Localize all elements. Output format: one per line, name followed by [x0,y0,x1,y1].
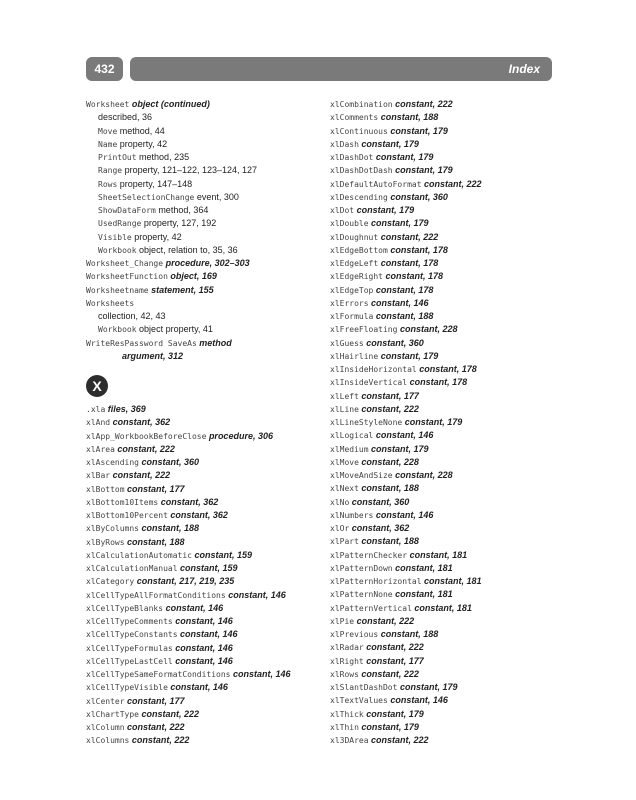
entry-reference: constant, 222 [356,615,415,626]
entry-reference: property, 121–122, 123–124, 127 [124,165,258,176]
entry-reference: constant, 178 [375,284,434,295]
entry-term: xlEdgeLeft [330,259,379,268]
index-entry [330,416,550,429]
entry-term: xlColumn [86,723,125,732]
index-entry [330,443,550,456]
entry-term: ShowDataForm [98,206,156,215]
entry-reference: constant, 222 [361,668,419,679]
index-entry [330,111,550,124]
index-entry [86,469,322,482]
entry-reference: constant, 146 [165,602,224,613]
entry-term: xlCellTypeFormulas [86,643,173,653]
entry-reference: constant, 159 [194,549,253,560]
entry-term: xlOr [330,524,350,533]
index-entry [330,363,550,376]
entry-term: Workbook [98,245,137,255]
index-entry [330,628,550,641]
entry-reference: constant, 362 [112,417,171,428]
entry-term: xlCombination [330,100,393,109]
index-entry [330,681,550,694]
entry-term: xlDashDotDash [330,166,393,176]
entry-term: Name [98,139,118,149]
entry-reference: constant, 146 [175,616,233,626]
entry-term: xlInsideHorizontal [330,365,417,374]
entry-term: xlCellTypeBlanks [86,603,164,613]
entry-reference: constant, 146 [375,430,434,441]
entry-term: xlAnd [86,418,111,428]
index-entry [330,151,550,164]
entry-term: xlLineStyleNone [330,418,403,427]
entry-term: xlEdgeBottom [330,245,388,255]
entry-term: xlArea [86,444,115,454]
entry-reference: constant, 222 [366,642,424,653]
entry-reference: constant, 179 [390,125,448,136]
index-entry [86,98,322,111]
entry-term: xlMoveAndSize [330,471,393,480]
entry-reference: statement, 155 [151,284,214,295]
entry-reference: method, 44 [119,125,165,136]
entry-term: xlGuess [330,338,364,348]
entry-term: xlDoughnut [330,232,379,242]
entry-reference: constant, 360 [366,337,424,348]
entry-reference: constant, 179 [395,165,453,176]
entry-term: xlDefaultAutoFormat [330,179,422,189]
entry-reference: constant, 188 [380,629,439,639]
entry-term: xlCalculationManual [86,564,178,573]
entry-term: xlBar [86,471,111,481]
entry-reference: constant, 362 [170,510,228,520]
entry-reference: constant, 181 [409,549,468,560]
entry-reference: constant, 222 [141,708,200,719]
entry-reference: constant, 179 [371,218,429,229]
entry-reference: object, relation to, 35, 36 [139,244,238,255]
entry-reference: object property, 41 [139,324,213,335]
index-entry [86,204,322,217]
entry-reference: argument, 312 [122,350,184,361]
entry-term: xlPatternChecker [330,550,408,560]
index-entry [86,125,322,138]
entry-reference: constant, 181 [395,562,453,573]
entry-term: xlTextValues [330,696,388,706]
index-entry [86,151,322,164]
index-entry [330,588,550,601]
entry-reference: constant, 222 [361,403,419,414]
entry-reference: constant, 179 [361,138,419,149]
entry-reference: method [199,337,232,348]
entry-reference: constant, 222 [131,735,190,746]
entry-reference: constant, 222 [117,443,175,454]
entry-term: xlMedium [330,444,369,454]
entry-reference: constant, 181 [395,589,453,600]
entry-term: xlRadar [330,643,364,653]
index-entry [86,642,322,655]
entry-term: xlThick [330,709,364,719]
index-entry [86,734,322,747]
entry-reference: constant, 146 [180,629,238,640]
page-number: 432 [86,57,123,81]
index-entry [86,270,322,283]
entry-reference: event, 300 [196,191,239,202]
entry-term: xlComments [330,113,379,123]
entry-reference: described, 36 [98,112,153,123]
entry-reference: constant, 179 [380,350,439,361]
entry-reference: constant, 222 [371,735,429,745]
entry-reference: procedure, 306 [208,430,273,441]
entry-reference: constant, 146 [170,682,228,693]
index-entry [330,204,550,217]
entry-term: xlDouble [330,219,369,229]
index-entry [86,191,322,204]
index-entry [86,562,322,575]
index-entry [330,562,550,575]
index-entry [330,98,550,111]
index-entry [86,589,322,602]
entry-reference: constant, 362 [160,496,219,507]
entry-reference: constant, 188 [127,536,185,547]
index-entry [86,443,322,456]
entry-reference: constant, 222 [380,231,439,242]
index-list-x [86,403,322,748]
entry-term: xlInsideVertical [330,378,408,388]
index-entry [330,337,550,350]
entry-reference: object (continued) [131,99,210,109]
entry-term: xlEdgeRight [330,272,383,282]
entry-term: Rows [98,179,118,189]
index-entry [86,681,322,694]
entry-term: xlColumns [86,736,130,746]
entry-term: WorksheetFunction [86,272,168,282]
index-entry [330,482,550,495]
index-entry [330,231,550,244]
entry-term: xlSlantDashDot [330,683,398,692]
index-list-x-continued [330,98,550,747]
entry-term: Workbook [98,325,137,335]
entry-term: xlBottom10Percent [86,511,168,520]
entry-reference: constant, 178 [409,377,468,388]
index-entry [330,509,550,522]
index-entry [86,721,322,734]
entry-reference: constant, 360 [390,191,448,202]
index-entry [86,615,322,628]
entry-reference: constant, 188 [361,536,419,547]
entry-term: xlDescending [330,192,388,202]
index-entry [330,575,550,588]
index-entry [86,602,322,615]
index-entry [86,430,322,443]
entry-term: xlCellTypeComments [86,617,173,626]
entry-term: xlMove [330,457,359,467]
index-entry [330,178,550,191]
entry-term: xlByColumns [86,524,139,534]
index-entry [330,668,550,681]
index-entry [86,323,322,336]
index-entry [330,350,550,363]
entry-reference: constant, 222 [395,99,453,109]
index-entry [86,496,322,509]
entry-reference: constant, 146 [371,297,429,308]
index-entry [86,350,322,363]
entry-term: xlPatternHorizontal [330,577,422,586]
index-entry [330,734,550,747]
entry-reference: method, 364 [158,205,209,215]
entry-reference: constant, 177 [366,655,424,666]
entry-term: Worksheet [86,100,130,109]
entry-reference: constant, 146 [175,642,233,653]
entry-reference: procedure, 302–303 [165,258,250,268]
entry-term: xlFormula [330,312,374,321]
index-entry [330,469,550,482]
entry-reference: constant, 188 [361,483,419,494]
entry-reference: constant, 179 [404,417,463,427]
entry-reference: property, 147–148 [119,178,193,189]
entry-term: xl3DArea [330,736,369,745]
index-entry [86,257,322,270]
index-entry [86,483,322,496]
index-entry [86,178,322,191]
index-entry [330,403,550,416]
entry-reference: method, 235 [139,152,190,162]
entry-term: xlDot [330,206,355,215]
index-entry [330,217,550,230]
entry-reference: constant, 188 [141,523,200,534]
entry-term: xlPrevious [330,630,379,639]
entry-term: xlByRows [86,537,125,547]
entry-term: Range [98,166,123,176]
index-entry [86,337,322,350]
entry-term: SheetSelectionChange [98,192,195,202]
index-entry [330,376,550,389]
entry-reference: constant, 188 [375,311,434,321]
entry-term: xlHairline [330,351,379,361]
entry-term: xlCellTypeSameFormatConditions [86,670,231,679]
entry-term: Visible [98,232,132,242]
entry-reference: constant, 188 [380,112,439,123]
entry-term: xlApp_WorkbookBeforeClose [86,431,207,441]
entry-term: UsedRange [98,219,142,229]
entry-reference: constant, 179 [375,152,434,162]
entry-reference: constant, 228 [361,456,419,467]
entry-term: PrintOut [98,153,137,162]
index-entry [330,310,550,323]
entry-term: xlPatternDown [330,563,393,573]
index-entry [86,403,322,416]
entry-term: xlCalculationAutomatic [86,550,192,560]
entry-term: xlThin [330,722,359,732]
letter-heading [86,375,322,401]
entry-reference: property, 127, 192 [143,218,217,229]
entry-reference: constant, 146 [375,509,434,520]
letter-x-badge: X [86,375,108,397]
index-entry [86,695,322,708]
index-entry [330,244,550,257]
entry-term: xlPatternNone [330,590,393,600]
index-entry [330,522,550,535]
entry-term: Move [98,126,118,136]
entry-term: xlCategory [86,577,135,587]
entry-reference: constant, 178 [419,364,477,374]
index-entry [86,536,322,549]
entry-term: xlDashDot [330,153,374,162]
index-entry [330,323,550,336]
entry-term: xlCellTypeAllFormatConditions [86,590,226,600]
index-entry [86,575,322,588]
entry-reference: constant, 222 [424,178,482,189]
entry-term: Worksheets [86,298,135,308]
index-entry [86,655,322,668]
section-title: Index [130,57,552,81]
entry-term: .xla [86,405,106,414]
index-column-right [330,98,550,747]
index-entry [330,496,550,509]
entry-term: xlRight [330,656,364,666]
entry-term: Worksheet_Change [86,259,164,268]
entry-term: xlPatternVertical [330,603,412,613]
index-entry [330,535,550,548]
entry-reference: files, 369 [107,404,146,414]
index-entry [86,217,322,230]
entry-reference: object, 169 [170,271,217,282]
index-entry [330,655,550,668]
entry-term: xlCenter [86,696,125,706]
entry-term: xlRows [330,669,359,679]
index-entry [330,284,550,297]
entry-term: xlPart [330,537,359,547]
entry-reference: constant, 178 [380,258,439,268]
entry-term: WriteResPassword SaveAs [86,338,197,348]
entry-term: xlPie [330,616,355,626]
entry-reference: constant, 217, 219, 235 [136,576,235,587]
index-entry [86,231,322,244]
index-entry [86,138,322,151]
entry-reference: constant, 228 [399,324,458,335]
index-entry [330,297,550,310]
entry-term: xlBottom10Items [86,497,159,507]
page-header [86,57,552,81]
entry-term: xlLogical [330,431,374,441]
index-entry [86,297,322,310]
index-entry [86,416,322,429]
index-entry [330,270,550,283]
index-entry [330,708,550,721]
index-entry [86,284,322,297]
entry-reference: constant, 146 [390,695,448,706]
index-entry [86,244,322,257]
entry-reference: constant, 181 [424,576,482,586]
index-entry [330,602,550,615]
entry-term: xlContinuous [330,126,388,136]
entry-reference: constant, 179 [399,682,458,692]
entry-reference: property, 42 [119,138,168,149]
entry-reference: constant, 179 [371,443,429,454]
entry-term: xlChartType [86,709,139,719]
index-entry [330,641,550,654]
index-entry [86,549,322,562]
entry-reference: constant, 222 [112,470,171,481]
index-entry [330,191,550,204]
entry-reference: constant, 146 [175,655,233,666]
entry-term: xlNext [330,484,359,494]
index-entry [330,615,550,628]
index-entry [86,522,322,535]
entry-term: xlNo [330,497,350,507]
entry-reference: constant, 179 [361,721,419,732]
entry-reference: constant, 360 [141,457,200,467]
entry-reference: property, 42 [134,231,182,242]
entry-reference: constant, 228 [395,470,453,480]
index-entry [330,138,550,151]
entry-reference: constant, 146 [233,669,291,679]
index-entry [330,694,550,707]
index-entry [86,668,322,681]
entry-term: xlLeft [330,391,359,401]
entry-term: xlCellTypeConstants [86,630,178,640]
entry-reference: constant, 177 [127,695,185,706]
entry-term: xlCellTypeLastCell [86,656,173,666]
index-entry [330,125,550,138]
entry-term: Worksheetname [86,285,149,295]
index-column-left [86,98,322,748]
entry-reference: constant, 360 [351,496,410,507]
entry-term: xlAscending [86,458,139,467]
entry-term: xlCellTypeVisible [86,683,168,693]
entry-reference: constant, 181 [414,602,472,613]
index-list-w [86,98,322,363]
entry-reference: constant, 177 [361,390,419,401]
entry-term: xlNumbers [330,510,374,520]
entry-reference: constant, 159 [180,563,238,573]
entry-reference: constant, 177 [127,483,185,494]
index-entry [86,111,322,124]
index-entry [86,310,322,323]
index-entry [86,628,322,641]
index-entry [86,708,322,721]
index-entry [330,390,550,403]
index-entry [330,429,550,442]
entry-reference: constant, 178 [385,271,444,282]
entry-reference: constant, 179 [356,205,415,215]
entry-reference: constant, 178 [390,244,448,255]
entry-reference: constant, 222 [127,722,185,732]
entry-reference: constant, 179 [366,708,424,719]
entry-term: xlErrors [330,298,369,308]
entry-term: xlDash [330,139,359,149]
entry-reference: constant, 146 [228,589,286,600]
entry-term: xlLine [330,404,359,414]
entry-term: xlFreeFloating [330,325,398,335]
index-entry [330,549,550,562]
entry-reference: constant, 362 [351,523,410,533]
entry-term: xlEdgeTop [330,285,374,295]
index-entry [330,257,550,270]
index-entry [86,164,322,177]
entry-reference: collection, 42, 43 [98,311,166,321]
index-entry [86,456,322,469]
index-entry [86,509,322,522]
entry-term: xlBottom [86,484,125,494]
index-entry [330,721,550,734]
index-entry [330,456,550,469]
index-entry [330,164,550,177]
